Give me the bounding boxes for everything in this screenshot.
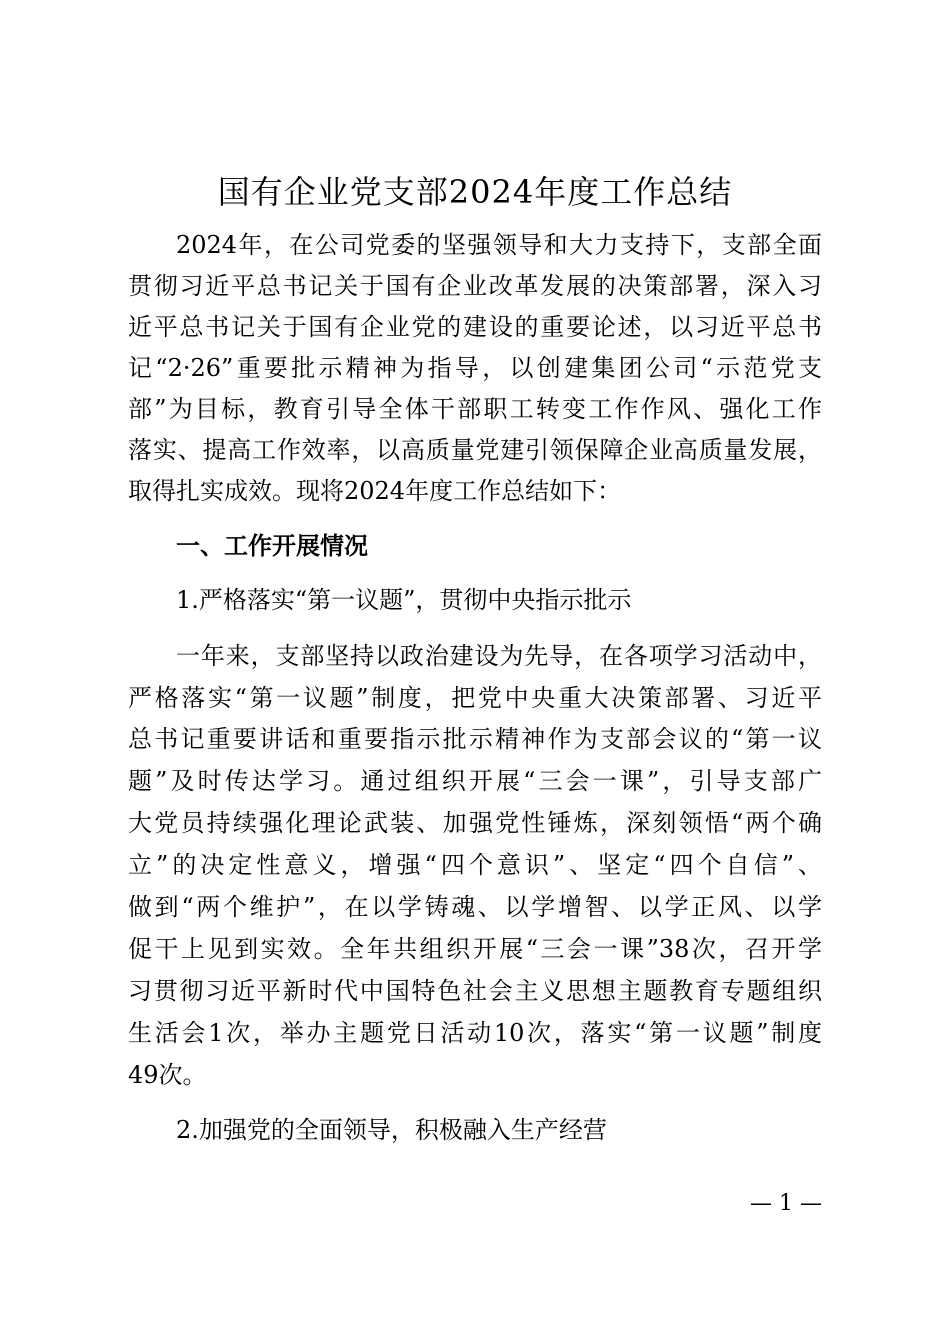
page-number: — 1 — (750, 1191, 822, 1216)
paragraph-1-line-3: 总书记重要讲话和重要指示批示精神作为支部会议的“第一议 (128, 725, 822, 753)
section-heading: 一、工作开展情况 (176, 532, 368, 560)
intro-line-1: 2024年，在公司党委的坚强领导和大力支持下，支部全面 (176, 231, 822, 259)
subheading-1: 1.严格落实“第一议题”，贯彻中央指示批示 (176, 586, 632, 614)
paragraph-1-line-9: 习贯彻习近平新时代中国特色社会主义思想主题教育专题组织 (128, 977, 822, 1005)
paragraph-1-line-6: 立”的决定性意义，增强“四个意识”、坚定“四个自信”、 (128, 851, 822, 879)
paragraph-1-line-5: 大党员持续强化理论武装、加强党性锤炼，深刻领悟“两个确 (128, 809, 822, 837)
paragraph-1-line-11: 49次。 (128, 1061, 207, 1089)
paragraph-1-line-10: 生活会1次，举办主题党日活动10次，落实“第一议题”制度 (128, 1019, 822, 1047)
intro-line-2: 贯彻习近平总书记关于国有企业改革发展的决策部署，深入习 (128, 272, 822, 300)
document-title: 国有企业党支部2024年度工作总结 (217, 173, 733, 211)
paragraph-1-line-7: 做到“两个维护”，在以学铸魂、以学增智、以学正风、以学 (128, 893, 822, 921)
intro-line-4: 记“2·26”重要批示精神为指导，以创建集团公司“示范党支 (128, 354, 822, 382)
intro-line-5: 部”为目标，教育引导全体干部职工转变工作作风、强化工作 (128, 395, 822, 423)
paragraph-1-line-4: 题”及时传达学习。通过组织开展“三会一课”，引导支部广 (128, 767, 822, 795)
paragraph-1-line-1: 一年来，支部坚持以政治建设为先导，在各项学习活动中， (176, 642, 822, 670)
subheading-2: 2.加强党的全面领导，积极融入生产经营 (176, 1116, 607, 1144)
paragraph-1-line-2: 严格落实“第一议题”制度，把党中央重大决策部署、习近平 (128, 684, 822, 712)
paragraph-1-line-8: 促干上见到实效。全年共组织开展“三会一课”38次，召开学 (128, 935, 822, 963)
intro-line-6: 落实、提高工作效率，以高质量党建引领保障企业高质量发展， (128, 436, 822, 464)
intro-line-3: 近平总书记关于国有企业党的建设的重要论述，以习近平总书 (128, 313, 822, 341)
intro-line-7: 取得扎实成效。现将2024年度工作总结如下： (128, 477, 622, 505)
